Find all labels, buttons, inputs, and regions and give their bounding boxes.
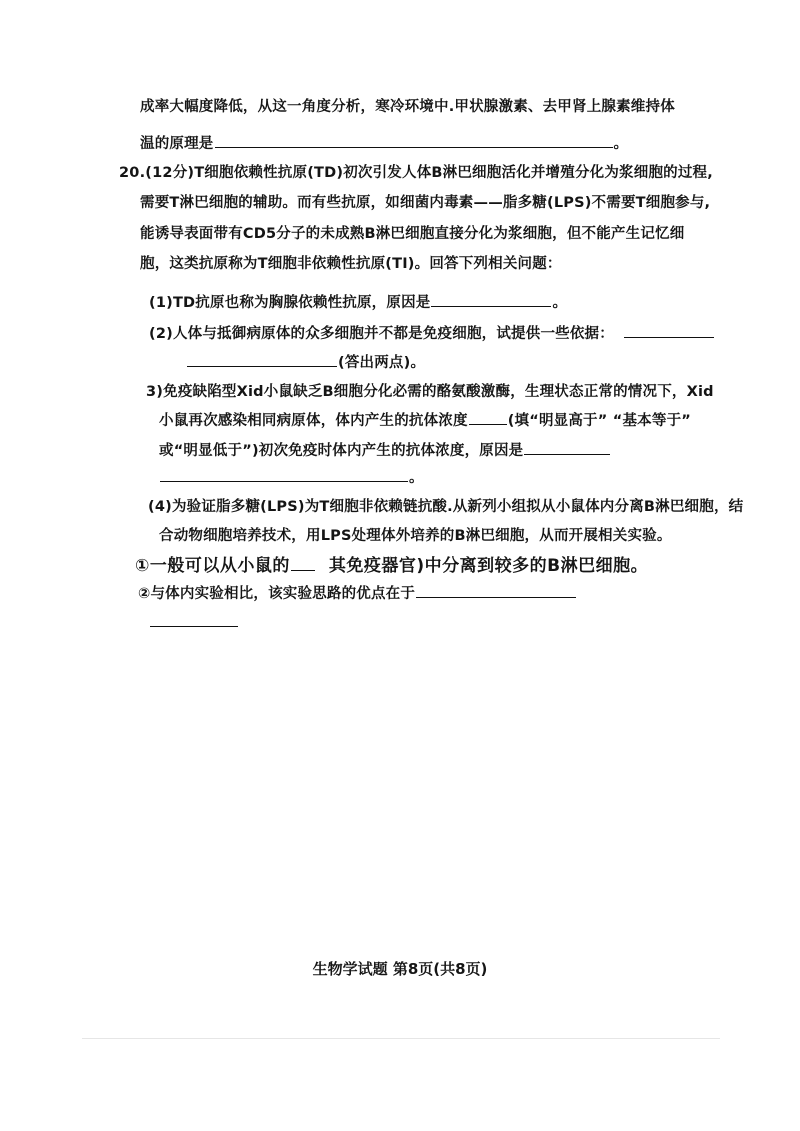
answer-blank-4a[interactable] (291, 556, 315, 571)
q20-stem-line-3: 能诱导表面带有CD5分子的未成熟B淋巴细胞直接分化为浆细胞，但不能产生记忆细 (140, 226, 685, 242)
answer-blank-4c[interactable] (150, 626, 238, 627)
answer-blank-4b[interactable] (416, 583, 576, 598)
subquestion-4-item-2 (138, 583, 577, 604)
subquestion-3-text: 小鼠再次感染相同病原体，体内产生的抗体浓度 (159, 413, 468, 429)
subquestion-3-text-2: 或“明显低于”)初次免疫时体内产生的抗体浓度，原因是 (159, 443, 524, 459)
subquestion-3-line-4 (159, 467, 424, 488)
item-2-text: ②与体内实验相比，该实验思路的优点在于 (138, 586, 416, 602)
subquestion-3-line-3 (159, 440, 611, 461)
item-1-text-2: 其免疫器官)中分离到较多的B淋巴细胞。 (328, 556, 649, 576)
subquestion-2-continued (186, 352, 425, 373)
page-footer: 生物学试题 第8页(共8页) (312, 960, 488, 978)
subquestion-2-text: (2)人体与抵御病原体的众多细胞并不都是免疫细胞，试提供一些依据： (149, 326, 614, 342)
answer-blank-3c[interactable] (160, 467, 408, 482)
item-1-text: ①一般可以从小鼠的 (135, 556, 290, 576)
subquestion-3-line-2 (159, 410, 691, 431)
q20-stem-line-4: 胞，这类抗原称为T细胞非依赖性抗原(TI)。回答下列相关问题： (140, 256, 562, 272)
period: 。 (613, 136, 629, 152)
q20-stem-line-1: 20.(12分)T细胞依赖性抗原(TD)初次引发人体B淋巴细胞活化并增殖分化为浆细胞的过程, (119, 165, 713, 181)
subquestion-4-item-1 (135, 556, 648, 576)
continuation-line-2 (140, 133, 628, 154)
subquestion-3-options: (填“明显高于” “基本等于” (507, 413, 691, 429)
subquestion-4-line-1: (4)为验证脂多糖(LPS)为T细胞非依赖链抗酸.从新列小组拟从小鼠体内分离B淋巴细胞，结 (148, 499, 744, 515)
answer-blank-1[interactable] (431, 292, 551, 307)
scan-edge-divider (82, 1038, 720, 1039)
subquestion-3-line-1: 3)免疫缺陷型Xid小鼠缺乏B细胞分化必需的酪氨酸激酶，生理状态正常的情况下，Xid (146, 384, 714, 400)
subquestion-1-text: (1)TD抗原也称为胸腺依赖性抗原，原因是 (149, 295, 431, 311)
period: 。 (552, 295, 568, 311)
answer-blank-2b[interactable] (187, 352, 337, 367)
answer-blank[interactable] (215, 133, 613, 148)
subquestion-1 (149, 292, 567, 313)
q20-stem-line-2: 需要T淋巴细胞的辅助。而有些抗原，如细菌内毒素——脂多糖(LPS)不需要T细胞参与, (140, 195, 711, 211)
continuation-line-1: 成率大幅度降低，从这一角度分析，寒冷环境中.甲状腺激素、去甲肾上腺素维持体 (140, 99, 675, 115)
subquestion-2 (149, 323, 715, 344)
answer-blank-3a[interactable] (469, 410, 507, 425)
answer-blank-2a[interactable] (624, 323, 714, 338)
continuation-text: 温的原理是 (140, 136, 214, 152)
answer-blank-3b[interactable] (524, 440, 610, 455)
subquestion-4-line-2: 合动物细胞培养技术，用LPS处理体外培养的B淋巴细胞，从而开展相关实验。 (159, 528, 672, 544)
subquestion-2-hint: (答出两点)。 (338, 355, 426, 371)
period: 。 (409, 470, 424, 486)
